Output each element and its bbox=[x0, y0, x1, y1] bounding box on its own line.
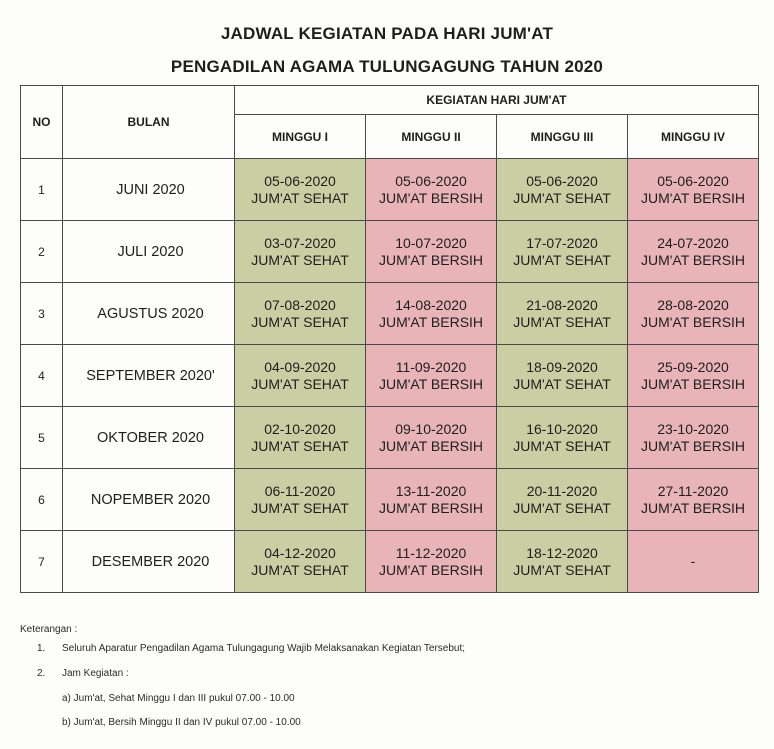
activity-date: 05-06-2020 bbox=[395, 172, 467, 189]
header-minggu-4: MINGGU IV bbox=[628, 115, 759, 159]
activity-label: JUM'AT BERSIH bbox=[640, 251, 746, 268]
activity-cell bbox=[235, 407, 366, 469]
activity-cell bbox=[366, 283, 497, 345]
month-cell: JUNI 2020 bbox=[63, 159, 235, 221]
activity-cell bbox=[235, 283, 366, 345]
header-minggu-3: MINGGU III bbox=[497, 115, 628, 159]
activity-cell bbox=[235, 221, 366, 283]
month-cell: OKTOBER 2020 bbox=[63, 407, 235, 469]
activity-cell bbox=[366, 159, 497, 221]
month-cell: JULI 2020 bbox=[63, 221, 235, 283]
activity-date: 03-07-2020 bbox=[264, 234, 336, 251]
activity-label: JUM'AT BERSIH bbox=[378, 251, 484, 268]
activity-cell bbox=[497, 531, 628, 593]
activity-label: JUM'AT BERSIH bbox=[640, 499, 746, 516]
note-2b-text: b) Jum'at, Bersih Minggu II dan IV pukul 07.00 - 10.00 bbox=[62, 717, 301, 728]
header-minggu-2: MINGGU II bbox=[366, 115, 497, 159]
header-kegiatan: KEGIATAN HARI JUM'AT bbox=[235, 86, 759, 115]
note-1-text: Seluruh Aparatur Pengadilan Agama Tulungagung Wajib Melaksanakan Kegiatan Tersebut; bbox=[62, 643, 466, 654]
activity-label: JUM'AT SEHAT bbox=[513, 189, 611, 206]
activity-label: JUM'AT BERSIH bbox=[640, 375, 746, 392]
activity-label: JUM'AT SEHAT bbox=[251, 561, 349, 578]
activity-date: 17-07-2020 bbox=[526, 234, 598, 251]
activity-cell bbox=[497, 469, 628, 531]
activity-label: JUM'AT SEHAT bbox=[251, 499, 349, 516]
activity-date: 02-10-2020 bbox=[264, 420, 336, 437]
activity-cell bbox=[366, 345, 497, 407]
table-row bbox=[21, 283, 759, 345]
note-2-number: 2. bbox=[37, 668, 46, 679]
table-row bbox=[21, 531, 759, 593]
table-row bbox=[21, 159, 759, 221]
activity-cell bbox=[628, 283, 759, 345]
row-number: 7 bbox=[21, 531, 63, 593]
activity-cell bbox=[628, 469, 759, 531]
header-bulan: BULAN bbox=[63, 86, 235, 159]
notes-label: Keterangan : bbox=[20, 624, 78, 635]
activity-date: 21-08-2020 bbox=[526, 296, 598, 313]
month-cell: DESEMBER 2020 bbox=[63, 531, 235, 593]
activity-date: 10-07-2020 bbox=[395, 234, 467, 251]
activity-date: 18-12-2020 bbox=[526, 544, 598, 561]
table-row bbox=[21, 221, 759, 283]
activity-label: JUM'AT SEHAT bbox=[251, 375, 349, 392]
note-2-text: Jam Kegiatan : bbox=[62, 668, 129, 679]
activity-label: JUM'AT BERSIH bbox=[640, 437, 746, 454]
activity-date: 09-10-2020 bbox=[395, 420, 467, 437]
row-number: 6 bbox=[21, 469, 63, 531]
activity-date: 20-11-2020 bbox=[526, 482, 598, 499]
table-row bbox=[21, 345, 759, 407]
activity-label: JUM'AT BERSIH bbox=[640, 313, 746, 330]
activity-cell bbox=[628, 345, 759, 407]
activity-date: 05-06-2020 bbox=[526, 172, 598, 189]
row-number: 2 bbox=[21, 221, 63, 283]
row-number: 3 bbox=[21, 283, 63, 345]
activity-cell bbox=[628, 221, 759, 283]
activity-date: 25-09-2020 bbox=[657, 358, 729, 375]
row-number: 1 bbox=[21, 159, 63, 221]
activity-cell bbox=[628, 531, 759, 593]
activity-label: JUM'AT SEHAT bbox=[251, 313, 349, 330]
activity-cell bbox=[366, 531, 497, 593]
note-1-number: 1. bbox=[37, 643, 46, 654]
activity-label: JUM'AT BERSIH bbox=[378, 189, 484, 206]
activity-date: 13-11-2020 bbox=[395, 482, 467, 499]
header-minggu-1: MINGGU I bbox=[235, 115, 366, 159]
activity-label: JUM'AT SEHAT bbox=[513, 499, 611, 516]
activity-cell bbox=[366, 221, 497, 283]
activity-cell bbox=[366, 407, 497, 469]
table-row bbox=[21, 469, 759, 531]
activity-date: 18-09-2020 bbox=[526, 358, 598, 375]
activity-label: JUM'AT BERSIH bbox=[378, 313, 484, 330]
activity-date: 05-06-2020 bbox=[264, 172, 336, 189]
activity-label: JUM'AT BERSIH bbox=[378, 561, 484, 578]
activity-cell bbox=[628, 407, 759, 469]
activity-date: 23-10-2020 bbox=[657, 420, 729, 437]
activity-cell bbox=[628, 159, 759, 221]
activity-cell bbox=[497, 283, 628, 345]
activity-label: JUM'AT SEHAT bbox=[251, 437, 349, 454]
activity-label: JUM'AT SEHAT bbox=[513, 375, 611, 392]
activity-label: JUM'AT SEHAT bbox=[251, 251, 349, 268]
month-cell: NOPEMBER 2020 bbox=[63, 469, 235, 531]
activity-label: JUM'AT SEHAT bbox=[251, 189, 349, 206]
activity-date: 04-09-2020 bbox=[264, 358, 336, 375]
month-cell: AGUSTUS 2020 bbox=[63, 283, 235, 345]
document-title-line-1: JADWAL KEGIATAN PADA HARI JUM'AT bbox=[220, 24, 554, 43]
activity-cell bbox=[235, 159, 366, 221]
activity-label: JUM'AT BERSIH bbox=[640, 189, 746, 206]
activity-label: JUM'AT BERSIH bbox=[378, 499, 484, 516]
activity-date: 14-08-2020 bbox=[395, 296, 467, 313]
activity-label: JUM'AT SEHAT bbox=[513, 437, 611, 454]
document-title-line-2: PENGADILAN AGAMA TULUNGAGUNG TAHUN 2020 bbox=[170, 57, 604, 76]
activity-label: JUM'AT BERSIH bbox=[378, 375, 484, 392]
note-2a-text: a) Jum'at, Sehat Minggu I dan III pukul 07.00 - 10.00 bbox=[62, 693, 295, 704]
activity-date: 11-12-2020 bbox=[395, 544, 467, 561]
activity-date: 28-08-2020 bbox=[657, 296, 729, 313]
activity-date: 24-07-2020 bbox=[657, 234, 729, 251]
activity-cell bbox=[366, 469, 497, 531]
activity-date: 06-11-2020 bbox=[264, 482, 336, 499]
activity-date: 07-08-2020 bbox=[264, 296, 336, 313]
activity-date: 16-10-2020 bbox=[526, 420, 598, 437]
activity-cell bbox=[497, 345, 628, 407]
activity-cell bbox=[497, 159, 628, 221]
activity-cell bbox=[235, 345, 366, 407]
header-no: NO bbox=[21, 86, 63, 159]
activity-cell bbox=[497, 407, 628, 469]
activity-date: 05-06-2020 bbox=[657, 172, 729, 189]
schedule-table bbox=[20, 85, 759, 593]
table-row bbox=[21, 407, 759, 469]
activity-cell bbox=[235, 531, 366, 593]
activity-label: JUM'AT SEHAT bbox=[513, 561, 611, 578]
month-cell: SEPTEMBER 2020' bbox=[63, 345, 235, 407]
activity-cell bbox=[497, 221, 628, 283]
activity-label: JUM'AT SEHAT bbox=[513, 251, 611, 268]
activity-label: JUM'AT BERSIH bbox=[378, 437, 484, 454]
row-number: 4 bbox=[21, 345, 63, 407]
activity-label: JUM'AT SEHAT bbox=[513, 313, 611, 330]
activity-date: 04-12-2020 bbox=[264, 544, 336, 561]
activity-cell bbox=[235, 469, 366, 531]
activity-date: - bbox=[690, 553, 696, 569]
activity-date: 11-09-2020 bbox=[395, 358, 467, 375]
activity-date: 27-11-2020 bbox=[657, 482, 729, 499]
row-number: 5 bbox=[21, 407, 63, 469]
